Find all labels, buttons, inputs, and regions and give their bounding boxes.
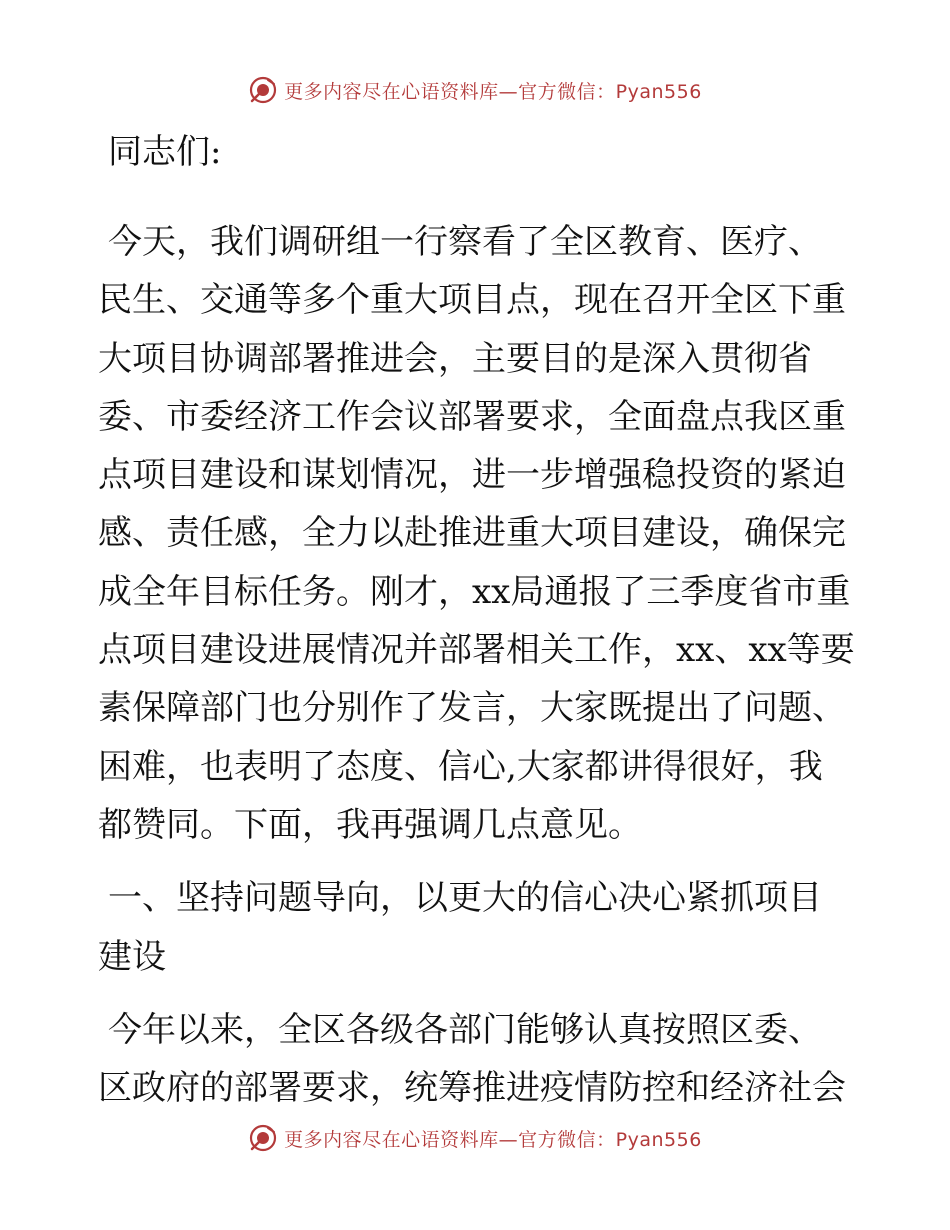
- paragraph-line: 今天，我们调研组一行察看了全区教育、医疗、: [108, 222, 822, 262]
- paragraph-line: 都赞同。下面，我再强调几点意见。: [98, 804, 642, 845]
- footer-watermark: [0, 1118, 950, 1158]
- paragraph-line: 区政府的部署要求，统筹推进疫情防控和经济社会: [98, 1068, 846, 1109]
- paragraph-line: 点项目建设进展情况并部署相关工作，xx、xx等要: [98, 630, 855, 671]
- salutation: 同志们:: [108, 132, 222, 172]
- paragraph-line: 民生、交通等多个重大项目点，现在召开全区下重: [98, 280, 846, 321]
- heading-line: 一、坚持问题导向，以更大的信心决心紧抓项目: [108, 878, 822, 919]
- paragraph-line: 今年以来，全区各级各部门能够认真按照区委、: [108, 1009, 822, 1050]
- watermark-text: 更多内容尽在心语资料库—官方微信：Pyan556: [284, 80, 702, 103]
- watermark-text: 更多内容尽在心语资料库—官方微信：Pyan556: [284, 1128, 702, 1151]
- paragraph-line: 成全年目标任务。刚才，xx局通报了三季度省市重: [98, 571, 851, 612]
- paragraph-line: 大项目协调部署推进会，主要目的是深入贯彻省: [98, 338, 812, 379]
- paragraph-line: 委、市委经济工作会议部署要求，全面盘点我区重: [98, 396, 846, 437]
- paragraph-line: 感、责任感，全力以赴推进重大项目建设，确保完: [98, 513, 846, 554]
- stamp-logo-icon: [248, 1123, 278, 1153]
- paragraph-line: 困难，也表明了态度、信心,大家都讲得很好，我: [98, 746, 823, 787]
- stamp-logo-icon: [248, 75, 278, 105]
- section-heading-1: [98, 869, 858, 986]
- paragraph-2: [98, 1001, 858, 1118]
- header-watermark: [0, 70, 950, 110]
- paragraph-line: 素保障部门也分别作了发言，大家既提出了问题、: [98, 688, 846, 729]
- paragraph-line: 点项目建设和谋划情况，进一步增强稳投资的紧迫: [98, 455, 846, 496]
- heading-line: 建设: [98, 936, 166, 977]
- document-body: [98, 120, 858, 1117]
- paragraph-1: [98, 213, 858, 854]
